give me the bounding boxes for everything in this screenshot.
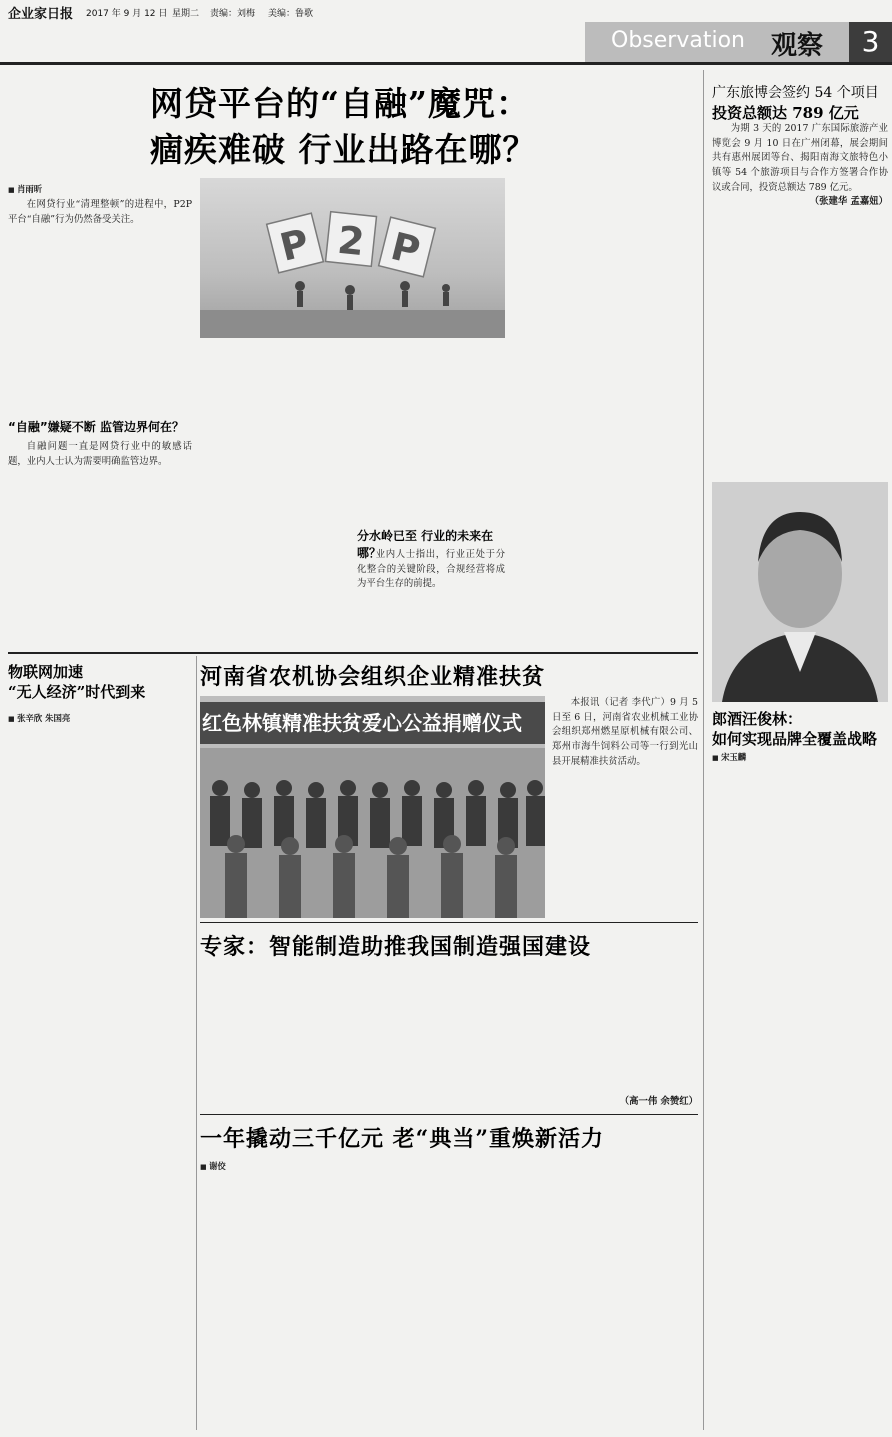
page-number: 3 <box>861 25 880 58</box>
p2p-photo <box>200 178 505 338</box>
masthead <box>0 0 892 22</box>
iot-title-2: “无人经济”时代到来 <box>8 683 146 701</box>
svg-text:P: P <box>386 223 425 274</box>
portrait-graphic <box>712 482 888 702</box>
pawn-col-2 <box>367 1160 527 1430</box>
lead-col-4 <box>512 182 698 650</box>
henan-banner <box>200 702 545 744</box>
p2p-blocks-graphic <box>200 178 505 338</box>
lead-title-1: 网贷平台的“自融”魔咒： <box>150 84 530 123</box>
lead-col-3 <box>357 340 505 520</box>
langjiu-title-1: 郎酒汪俊林： <box>712 710 803 728</box>
section-bar <box>585 22 892 62</box>
section-english: Observation <box>611 28 745 53</box>
issue-date: 2017 年 9 月 12 日 <box>86 9 168 19</box>
expert-col-2 <box>367 966 527 1110</box>
lead-col-3b <box>357 548 505 650</box>
tourism-title-1: 广东旅博会签约 54 个项目 <box>712 85 879 101</box>
pawn-byline: ■ 谢佼 <box>200 1160 226 1172</box>
expert-credit: （高一伟 余赞红） <box>619 1096 698 1108</box>
lead-intro: 在网贷行业“清理整顿”的进程中，P2P 平台“自融”行为仍然备受关注。 <box>8 199 192 225</box>
lead-title-2: 痼疾难破 行业出路在哪？ <box>150 130 537 169</box>
langjiu-byline: ■ 宋玉麟 <box>712 751 746 763</box>
lead-bottom-rule <box>8 652 698 654</box>
henan-bottom-rule <box>200 922 698 923</box>
expert-bottom-rule <box>200 1114 698 1115</box>
right-column-rule <box>703 70 704 1430</box>
iot-body <box>8 728 192 1428</box>
pawn-col-3 <box>534 1160 698 1430</box>
editor-credit: 责编：刘梅 <box>210 9 256 19</box>
page-number-box <box>849 22 892 62</box>
paper-name: 企业家日报 <box>8 7 74 22</box>
lead-col-1 <box>8 198 192 416</box>
expert-title: 专家：智能制造助推我国制造强国建设 <box>200 934 592 960</box>
langjiu-title-2: 如何实现品牌全覆盖战略 <box>712 730 878 748</box>
henan-photo <box>200 696 545 918</box>
pawn-title: 一年撬动三千亿元 老“典当”重焕新活力 <box>200 1126 604 1152</box>
lead-col-2 <box>200 340 350 650</box>
tourism-title-2: 投资总额达 789 亿元 <box>712 104 859 122</box>
tourism-credit: （张建华 孟嘉妞） <box>809 196 888 208</box>
left-column-rule <box>196 656 197 1430</box>
portrait-photo <box>712 482 888 702</box>
lead-col-1b <box>8 440 192 634</box>
henan-byline: 本报讯（记者 李代广）9 月 5 日至 6 日，河南省农业机械工业协会组织郑州燃星原机械有限公司、郑州市海牛饲料公司等一行到光山县开展精准扶贫活动。 <box>552 697 698 767</box>
iot-title-1: 物联网加速 <box>8 663 84 681</box>
tourism-text: 为期 3 天的 2017 广东国际旅游产业博览会 9 月 10 日在广州闭幕，展会期间共有惠州展团等台、揭阳南海文旅特色小镇等 54 个旅游项目与合作方签署合作协议或合同，投资总额达 789 亿元。 <box>712 123 888 193</box>
crowd-graphic <box>200 748 545 918</box>
langjiu-body <box>712 766 888 1430</box>
svg-text:2: 2 <box>335 217 367 265</box>
expert-col-3 <box>534 966 698 1110</box>
svg-text:P: P <box>275 220 314 270</box>
pawn-col-1 <box>200 1176 360 1430</box>
lead-sub1-text: 自融问题一直是网贷行业中的敏感话题，业内人士认为需要明确监管边界。 <box>8 441 192 467</box>
designer-credit: 美编：鲁歌 <box>268 9 314 19</box>
tourism-body <box>712 122 888 432</box>
henan-banner-text: 红色林镇精准扶贫爱心公益捐赠仪式 <box>202 711 522 735</box>
lead-subhead-1: “自融”嫌疑不断 监管边界何在？ <box>8 420 184 434</box>
header-rule <box>0 62 892 65</box>
henan-title: 河南省农机协会组织企业精准扶贫 <box>200 664 546 690</box>
expert-col-1 <box>200 966 360 1110</box>
issue-weekday: 星期二 <box>172 9 200 19</box>
lead-subhead-2: 分水岭已至 行业的未来在哪？ <box>357 529 494 560</box>
lead-sub2-text: 业内人士指出，行业正处于分化整合的关键阶段，合规经营将成为平台生存的前提。 <box>357 549 505 590</box>
section-chinese: 观察 <box>771 31 824 61</box>
iot-byline: ■ 张辛欣 朱国亮 <box>8 712 70 724</box>
henan-body <box>552 696 698 918</box>
lead-byline: ■ 肖雨昕 <box>8 183 42 195</box>
